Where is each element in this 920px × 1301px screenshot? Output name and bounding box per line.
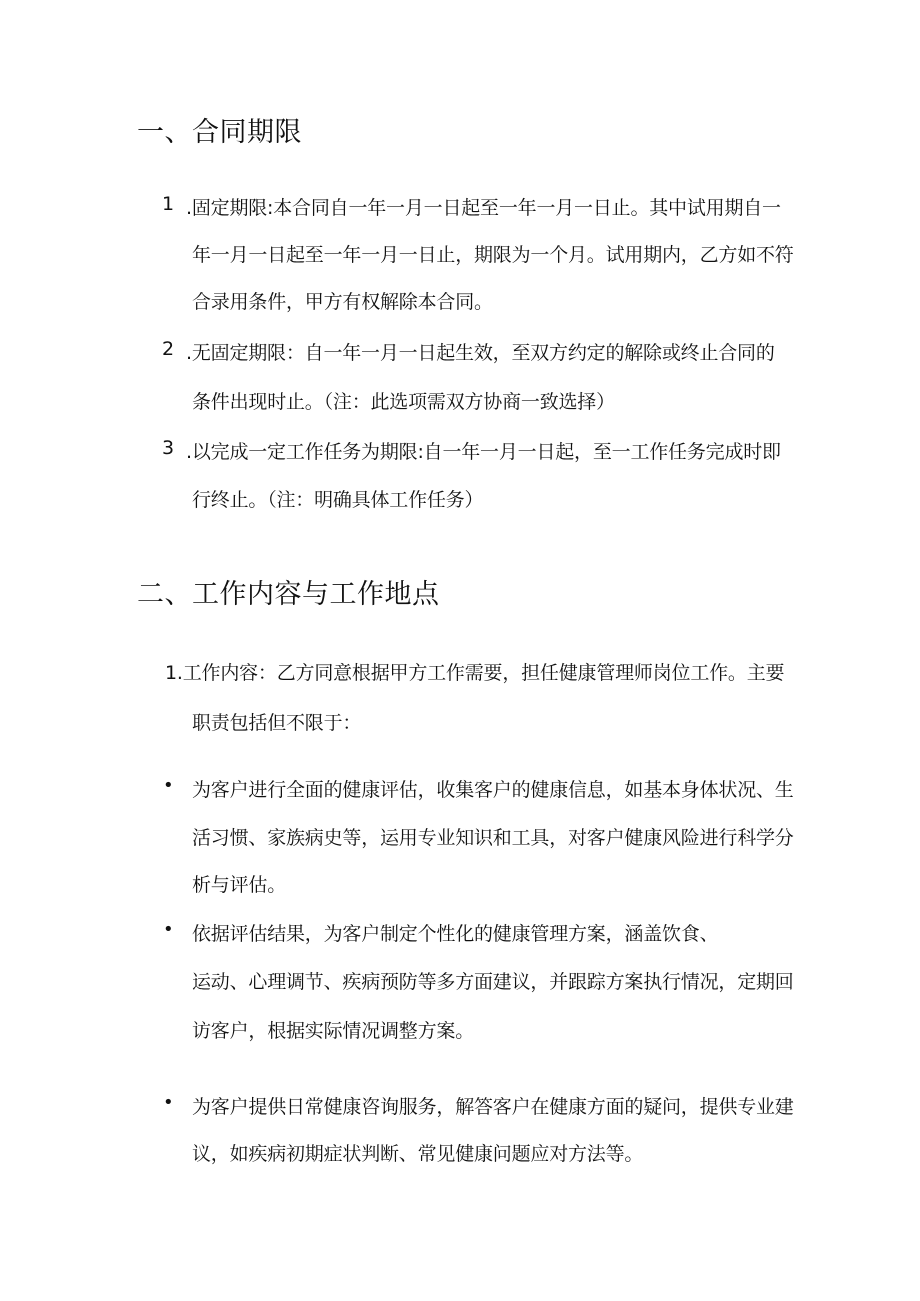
bullet-1-line-3: 析与评估。 [192,874,287,896]
bullet-3-line-1: 为客户提供日常健康咨询服务，解答客户在健康方面的疑问，提供专业建 [192,1096,794,1118]
item-number-3: 3 [162,437,175,459]
section-heading-1: 一、合同期限 [137,117,302,148]
item-2-line-2: 条件出现时止。（注：此选项需双方协商一致选择） [192,391,615,413]
item-1-line-1: .固定期限:本合同自一年一月一日起至一年一月一日止。其中试用期自一 [186,197,781,219]
bullet-2-line-2: 运动、心理调节、疾病预防等多方面建议，并跟踪方案执行情况，定期回 [192,971,794,993]
item-number-1: 1 [162,193,175,215]
item-1-line-3: 合录用条件，甲方有权解除本合同。 [192,291,493,313]
bullet-1-line-2: 活习惯、家族病史等，运用专业知识和工具，对客户健康风险进行科学分 [192,827,794,849]
item-2-line-1: .无固定期限：自一年一月一日起生效，至双方约定的解除或终止合同的 [186,342,775,364]
bullet-3: • [163,1092,174,1113]
bullet-1: • [163,775,174,796]
bullet-2-line-3: 访客户，根据实际情况调整方案。 [192,1020,475,1042]
item-3-line-1: .以完成一定工作任务为期限:自一年一月一日起，至一工作任务完成时即 [186,441,781,463]
bullet-3-line-2: 议，如疾病初期症状判断、常见健康问题应对方法等。 [192,1143,644,1165]
work-content-line-1: 1.工作内容：乙方同意根据甲方工作需要，担任健康管理师岗位工作。主要 [165,662,785,684]
item-1-line-2: 年一月一日起至一年一月一日止，期限为一个月。试用期内，乙方如不符 [192,244,794,266]
bullet-2-line-1: 依据评估结果，为客户制定个性化的健康管理方案，涵盖饮食、 [192,923,719,945]
item-number-2: 2 [162,338,175,360]
bullet-1-line-1: 为客户进行全面的健康评估，收集客户的健康信息，如基本身体状况、生 [192,779,794,801]
work-content-line-2: 职责包括但不限于： [192,712,362,734]
bullet-2: • [163,919,174,940]
section-heading-2: 二、工作内容与工作地点 [137,579,440,610]
item-3-line-2: 行终止。（注：明确具体工作任务） [192,489,484,511]
